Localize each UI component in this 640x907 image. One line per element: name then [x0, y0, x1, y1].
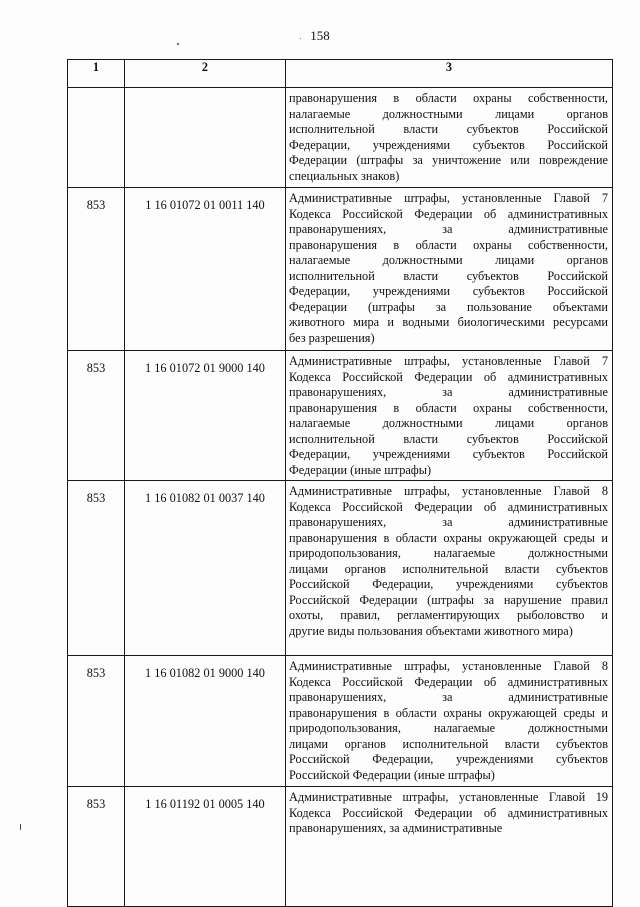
agency-code-cell: [68, 787, 125, 907]
description-line: правонарушения в области охраны окружающей среды и: [289, 705, 608, 720]
description-line: Российской Федерации (иные штрафы): [289, 767, 495, 782]
description-line: Административные штрафы, установленные Главой 7: [289, 191, 608, 205]
header-cell-col-1: 1: [68, 60, 125, 88]
description-line: правонарушения в области охраны собственности,: [289, 237, 608, 252]
revenue-code: 1 16 01082 01 0037 140: [145, 491, 265, 505]
revenue-code-cell: [125, 351, 286, 481]
description-cell: [286, 787, 613, 907]
description-line: правонарушениях, за административные: [289, 515, 608, 529]
description-line: исполнительной власти субъектов Российской: [289, 122, 608, 136]
revenue-code: 1 16 01072 01 9000 140: [145, 361, 265, 375]
table-row: [68, 188, 613, 351]
description-cell: [286, 351, 613, 481]
description-line: правонарушения в области охраны собственности,: [289, 91, 608, 105]
description-line: другие виды пользования объектами животного мира): [289, 623, 573, 638]
revenue-code: 1 16 01082 01 9000 140: [145, 666, 265, 680]
description-line: налагаемые должностными лицами органов: [289, 253, 608, 267]
revenue-code-cell: [125, 656, 286, 787]
description-line: правонарушениях, за административные: [289, 222, 608, 236]
agency-code-cell: [68, 351, 125, 481]
description-line: правонарушения в области охраны окружающей среды и: [289, 530, 608, 545]
agency-code: 853: [86, 797, 106, 811]
description-cell: [286, 481, 613, 656]
description-line: охоты, правил, регламентирующих рыболовство и: [289, 608, 608, 622]
description-line: Кодекса Российской Федерации об административных: [289, 369, 608, 384]
description-line: налагаемые должностными лицами органов: [289, 416, 608, 430]
table-row: [68, 656, 613, 787]
description-line: Кодекса Российской Федерации об административных: [289, 674, 608, 689]
header-cell-col-3: 3: [286, 60, 613, 88]
description-line: природопользования, налагаемые должностными: [289, 546, 608, 560]
description-line: Федерации, учреждениями субъектов Российской: [289, 137, 608, 152]
table-row: [68, 351, 613, 481]
description-line: правонарушениях, за административные: [289, 821, 503, 835]
description-text: [286, 351, 612, 478]
description-line: исполнительной власти субъектов Российской: [289, 268, 608, 283]
table-header-row: [68, 60, 613, 88]
agency-code-cell: [68, 656, 125, 787]
scan-speck: [177, 43, 179, 45]
scan-speck: [20, 824, 21, 830]
description-line: Федерации, учреждениями субъектов Российской: [289, 284, 608, 298]
revenue-code-cell: [125, 787, 286, 907]
description-text: [286, 88, 612, 184]
description-line: Административные штрафы, установленные Главой 19: [289, 790, 608, 804]
description-text: [286, 188, 612, 346]
description-cell: [286, 656, 613, 787]
description-line: Федерации, учреждениями субъектов Российской: [289, 447, 608, 461]
description-line: исполнительной власти субъектов Российской: [289, 431, 608, 446]
description-line: без разрешения): [289, 330, 375, 345]
agency-code: 853: [86, 491, 106, 505]
description-text: [286, 481, 612, 639]
description-line: Административные штрафы, установленные Главой 7: [289, 354, 608, 368]
table-row: [68, 787, 613, 907]
description-line: Административные штрафы, установленные Главой 8: [289, 484, 608, 498]
description-line: Федерации (иные штрафы): [289, 462, 432, 477]
table-body: [68, 60, 613, 907]
description-cell: [286, 88, 613, 188]
description-line: налагаемые должностными лицами органов: [289, 106, 608, 121]
description-line: правонарушениях, за административные: [289, 690, 608, 704]
page-number: 158: [310, 28, 330, 43]
agency-code: 853: [86, 361, 106, 375]
description-cell: [286, 188, 613, 351]
agency-code: 853: [86, 666, 106, 680]
agency-code: 853: [86, 198, 106, 212]
description-text: [286, 656, 612, 783]
revenue-code-cell: [125, 88, 286, 188]
description-line: Российской Федерации (штрафы за нарушение правил: [289, 592, 608, 607]
agency-code-cell: [68, 188, 125, 351]
description-line: специальных знаков): [289, 168, 400, 183]
scan-speck: [300, 38, 301, 39]
agency-code: [68, 88, 124, 98]
revenue-code-cell: [125, 188, 286, 351]
description-line: природопользования, налагаемые должностными: [289, 721, 608, 735]
revenue-code: [125, 88, 285, 98]
revenue-code: 1 16 01192 01 0005 140: [145, 797, 265, 811]
description-line: Российской Федерации, учреждениями субъектов: [289, 577, 608, 591]
table-row: [68, 481, 613, 656]
description-line: правонарушениях, за административные: [289, 385, 608, 399]
description-line: правонарушения в области охраны собственности,: [289, 400, 608, 415]
description-line: Кодекса Российской Федерации об административных: [289, 499, 608, 514]
description-line: Федерации (штрафы за уничтожение или повреждение: [289, 153, 608, 167]
table-row: [68, 88, 613, 188]
revenue-code: 1 16 01072 01 0011 140: [145, 198, 265, 212]
agency-code-cell: [68, 481, 125, 656]
description-line: Федерации (штрафы за пользование объектами: [289, 299, 608, 314]
header-cell-col-2: 2: [125, 60, 286, 88]
description-line: животного мира и водными биологическими ресурсами: [289, 315, 608, 329]
description-line: Кодекса Российской Федерации об административных: [289, 206, 608, 221]
revenue-code-table: [67, 59, 613, 907]
revenue-code-cell: [125, 481, 286, 656]
agency-code-cell: [68, 88, 125, 188]
description-text: [286, 787, 612, 837]
description-line: лицами органов исполнительной власти субъектов: [289, 736, 608, 751]
description-line: Административные штрафы, установленные Главой 8: [289, 659, 608, 673]
description-line: Кодекса Российской Федерации об административных: [289, 805, 608, 820]
description-line: Российской Федерации, учреждениями субъектов: [289, 752, 608, 766]
description-line: лицами органов исполнительной власти субъектов: [289, 561, 608, 576]
